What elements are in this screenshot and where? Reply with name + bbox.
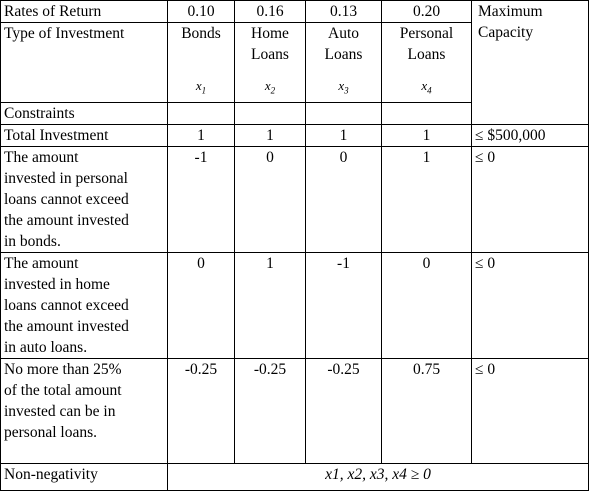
nonnegativity-row bbox=[1, 463, 589, 490]
capacity-cell: ≤ 0 bbox=[472, 358, 589, 463]
constraints-label: Constraints bbox=[1, 102, 168, 124]
coef-cell: 0.75 bbox=[382, 358, 472, 463]
header-home-loans bbox=[235, 23, 306, 103]
header-bonds bbox=[168, 23, 235, 103]
bonds-name: Bonds bbox=[181, 25, 221, 42]
personal-loans-name-1: Personal bbox=[399, 25, 454, 42]
constraint-label: Total Investment bbox=[1, 124, 168, 146]
max-capacity-header bbox=[472, 1, 589, 125]
rates-row bbox=[1, 1, 589, 23]
nonnegativity-expression: x1, x2, x3, x4 ≥ 0 bbox=[168, 463, 589, 490]
constraint-label: The amount invested in home loans cannot exceed the amount invested in auto loans. bbox=[1, 252, 168, 358]
coef-cell: 1 bbox=[235, 252, 306, 358]
coef-cell: -0.25 bbox=[306, 358, 382, 463]
home-loans-name-1: Home bbox=[251, 25, 289, 42]
constraint-label: No more than 25% of the total amount invested can be in personal loans. bbox=[1, 358, 168, 463]
auto-loans-name-2: Loans bbox=[324, 46, 363, 63]
coef-cell: 1 bbox=[306, 124, 382, 146]
nonnegativity-label: Non-negativity bbox=[1, 463, 168, 490]
personal-loans-name-2: Loans bbox=[407, 46, 446, 63]
table-row bbox=[1, 252, 589, 358]
table-row bbox=[1, 124, 589, 146]
var-x1: $x_1$ bbox=[195, 78, 207, 96]
capacity-cell: ≤ $500,000 bbox=[472, 124, 589, 146]
coef-cell: 0 bbox=[168, 252, 235, 358]
coef-cell: 1 bbox=[382, 146, 472, 252]
rate-home-loans: 0.16 bbox=[235, 1, 306, 23]
capacity-cell: ≤ 0 bbox=[472, 252, 589, 358]
coef-cell: 1 bbox=[382, 124, 472, 146]
var-x4: $x_4$ bbox=[421, 78, 432, 96]
coef-cell: -0.25 bbox=[168, 358, 235, 463]
coef-cell: 0 bbox=[382, 252, 472, 358]
coef-cell: 0 bbox=[235, 146, 306, 252]
var-x3: $x_3$ bbox=[338, 78, 349, 96]
coef-cell: -0.25 bbox=[235, 358, 306, 463]
max-capacity-line-2: Capacity bbox=[478, 24, 534, 41]
coef-cell: -1 bbox=[306, 252, 382, 358]
coef-cell: 0 bbox=[306, 146, 382, 252]
coef-cell: 1 bbox=[168, 124, 235, 146]
rate-bonds: 0.10 bbox=[168, 1, 235, 23]
coef-cell: -1 bbox=[168, 146, 235, 252]
capacity-cell: ≤ 0 bbox=[472, 146, 589, 252]
header-auto-loans bbox=[306, 23, 382, 103]
type-of-investment-label: Type of Investment bbox=[1, 23, 168, 103]
var-x2: $x_2$ bbox=[264, 78, 276, 96]
home-loans-name-2: Loans bbox=[251, 46, 289, 63]
header-personal-loans bbox=[382, 23, 472, 103]
max-capacity-line-1: Maximum bbox=[478, 3, 543, 20]
constraint-label: The amount invested in personal loans cannot exceed the amount invested in bonds. bbox=[1, 146, 168, 252]
auto-loans-name-1: Auto bbox=[328, 25, 359, 42]
coef-cell: 1 bbox=[235, 124, 306, 146]
rate-auto-loans: 0.13 bbox=[306, 1, 382, 23]
table-row bbox=[1, 146, 589, 252]
table-row bbox=[1, 358, 589, 463]
rates-label: Rates of Return bbox=[1, 1, 168, 23]
rate-personal-loans: 0.20 bbox=[382, 1, 472, 23]
